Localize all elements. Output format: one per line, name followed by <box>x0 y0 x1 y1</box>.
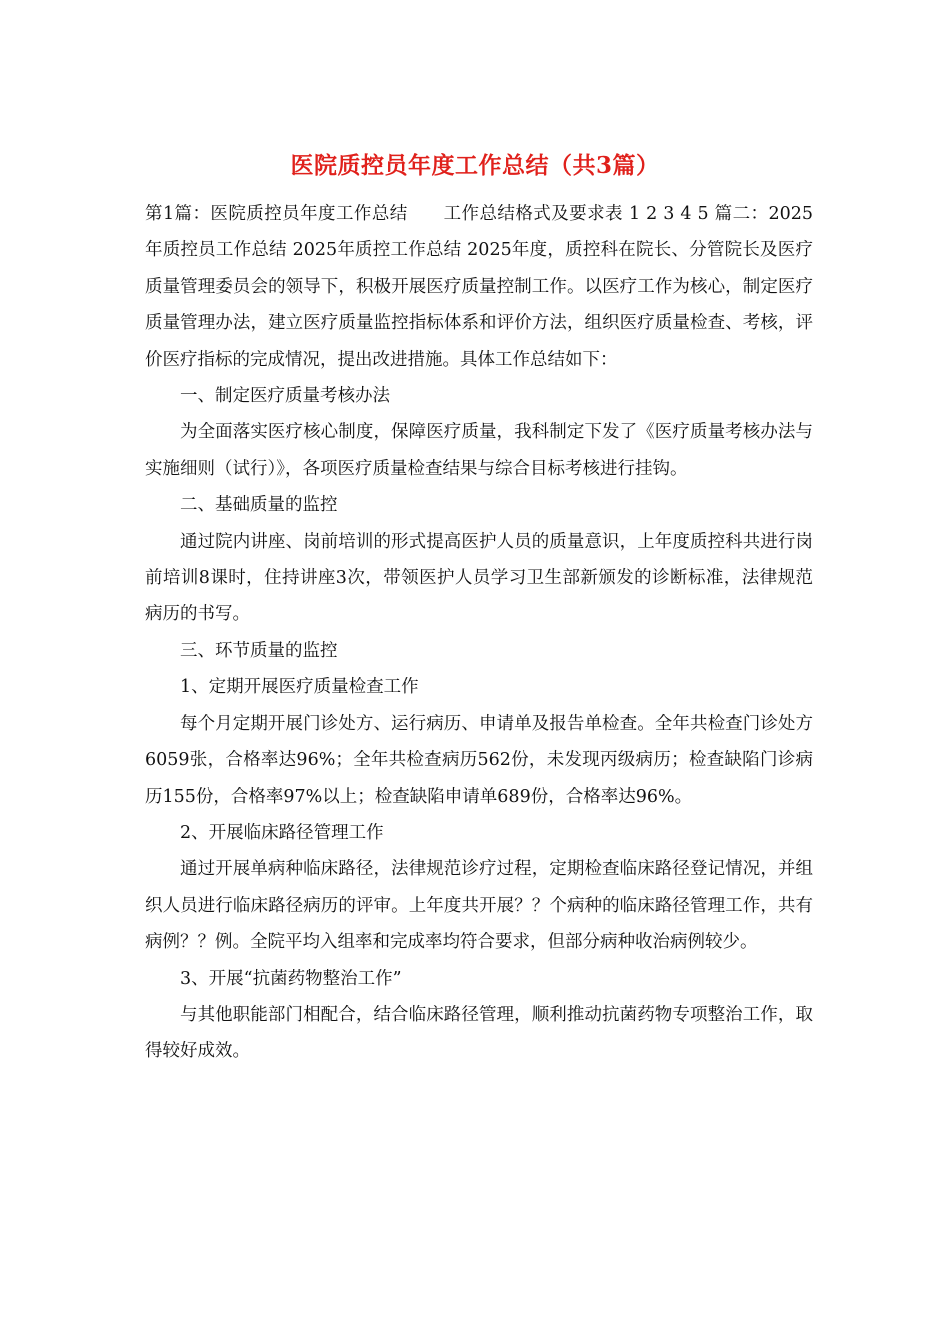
subsection-1-paragraph: 每个月定期开展门诊处方、运行病历、申请单及报告单检查。全年共检查门诊处方6059张，合格率达96%；全年共检查病历562份，未发现丙级病历；检查缺陷门诊病历155份，合格率97%以上；检查缺陷申请单689份，合格率达96%。 <box>145 713 813 807</box>
document-body <box>145 196 813 1070</box>
section-1-paragraph: 为全面落实医疗核心制度，保障医疗质量，我科制定下发了《医疗质量考核办法与实施细则（试行）》，各项医疗质量检查结果与综合目标考核进行挂钩。 <box>145 422 813 479</box>
subsection-2-paragraph: 通过开展单病种临床路径，法律规范诊疗过程，定期检查临床路径登记情况，并组织人员进行临床路径病历的评审。上年度共开展？？个病种的临床路径管理工作，共有病例？？例。全院平均入组率和完成率均符合要求，但部分病种收治病例较少。 <box>145 859 813 953</box>
section-2-heading: 二、基础质量的监控 <box>180 495 338 516</box>
subsection-3-paragraph: 与其他职能部门相配合，结合临床路径管理，顺利推动抗菌药物专项整治工作，取得较好成效。 <box>145 1004 813 1062</box>
subsection-2-heading: 2、开展临床路径管理工作 <box>180 822 384 843</box>
subsection-1-heading: 1、定期开展医疗质量检查工作 <box>180 677 419 698</box>
section-2-paragraph: 通过院内讲座、岗前培训的形式提高医护人员的质量意识，上年度质控科共进行岗前培训8课时，住持讲座3次，带领医护人员学习卫生部新颁发的诊断标准，法律规范病历的书写。 <box>145 531 813 625</box>
document-title: 医院质控员年度工作总结（共3篇） <box>290 152 660 179</box>
section-1-heading: 一、制定医疗质量考核办法 <box>180 386 390 407</box>
intro-paragraph: 第1篇：医院质控员年度工作总结 工作总结格式及要求表 1 2 3 4 5 篇二：2025年质控员工作总结 2025年质控工作总结 2025年度，质控科在院长、分管院长及医疗质量管理委员会的领导下，积极开展医疗质量控制工作。以医疗工作为核心，制定医疗质量管理办法，建立医疗质量监控指标体系和评价方法，组织医疗质量检查、考核，评价医疗指标的完成情况，提出改进措施。具体工作总结如下： <box>145 204 813 370</box>
subsection-3-heading: 3、开展“抗菌药物整治工作” <box>180 968 402 989</box>
section-3-heading: 三、环节质量的监控 <box>180 640 338 661</box>
